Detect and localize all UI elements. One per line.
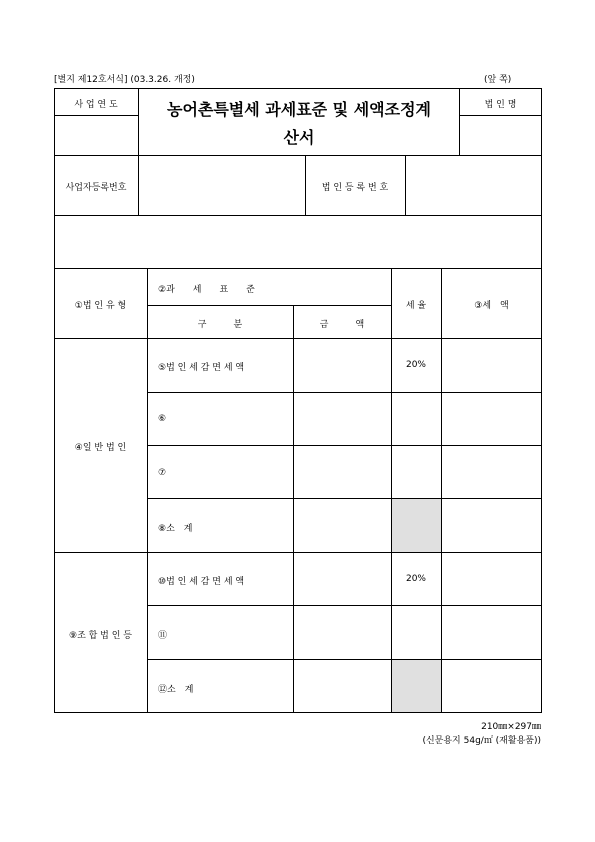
shaded-rate-cell bbox=[392, 660, 441, 712]
amount-field[interactable] bbox=[294, 553, 391, 605]
page-title-line2: 산서 bbox=[283, 128, 315, 147]
row-label: ⑦ bbox=[158, 468, 167, 478]
row-label: ⑫소 계 bbox=[158, 685, 194, 695]
tax-field[interactable] bbox=[442, 553, 541, 605]
business-year-field[interactable] bbox=[55, 116, 138, 155]
page-side-label: (앞 쪽) bbox=[484, 75, 512, 85]
divider bbox=[391, 268, 392, 713]
tax-field[interactable] bbox=[442, 446, 541, 498]
amount-field[interactable] bbox=[294, 339, 391, 392]
row-label: ⑤법 인 세 감 면 세 액 bbox=[158, 363, 245, 373]
col-category: 구 분 bbox=[197, 320, 243, 330]
biz-reg-field[interactable] bbox=[139, 156, 305, 215]
group-cooperative-corp: ⑨조 합 법 인 등 bbox=[69, 631, 132, 641]
col-amount: 금 액 bbox=[319, 320, 365, 330]
business-year-label: 사 업 연 도 bbox=[74, 100, 118, 110]
amount-field[interactable] bbox=[294, 660, 391, 712]
col-rate: 세 율 bbox=[405, 301, 427, 311]
paper-spec: (신문용지 54g/㎡ (재활용품)) bbox=[422, 736, 541, 746]
corp-name-field[interactable] bbox=[460, 116, 541, 155]
amount-field[interactable] bbox=[294, 606, 391, 659]
divider bbox=[54, 215, 542, 216]
paper-size: 210㎜×297㎜ bbox=[481, 722, 541, 732]
col-tax-base: ②과 세 표 준 bbox=[158, 285, 255, 295]
row-label: ⑪ bbox=[158, 631, 168, 641]
amount-field[interactable] bbox=[294, 499, 391, 552]
tax-field[interactable] bbox=[442, 393, 541, 445]
tax-field[interactable] bbox=[442, 606, 541, 659]
bottom-border bbox=[54, 712, 542, 713]
divider bbox=[147, 305, 392, 306]
corp-reg-label: 법 인 등 록 번 호 bbox=[321, 183, 389, 193]
page-title: 농어촌특별세 과세표준 및 세액조정계 bbox=[166, 100, 431, 119]
amount-field[interactable] bbox=[294, 446, 391, 498]
row-label: ⑩법 인 세 감 면 세 액 bbox=[158, 577, 245, 587]
form-number: [별지 제12호서식] (03.3.26. 개정) bbox=[54, 75, 195, 85]
rate-value: 20% bbox=[405, 360, 426, 370]
corp-reg-field[interactable] bbox=[406, 156, 541, 215]
col-corp-type: ①법 인 유 형 bbox=[74, 301, 127, 311]
divider bbox=[147, 268, 148, 713]
group-general-corp: ④일 반 법 인 bbox=[74, 443, 127, 453]
corp-name-label: 법 인 명 bbox=[484, 100, 517, 110]
biz-reg-label: 사업자등록번호 bbox=[65, 183, 127, 193]
tax-field[interactable] bbox=[442, 660, 541, 712]
col-tax: ③세 액 bbox=[474, 301, 509, 311]
row-label: ⑧소 계 bbox=[158, 524, 193, 534]
top-border bbox=[54, 88, 542, 89]
amount-field[interactable] bbox=[294, 393, 391, 445]
right-border bbox=[541, 88, 542, 713]
divider bbox=[54, 268, 542, 269]
row-label: ⑥ bbox=[158, 414, 167, 424]
shaded-rate-cell bbox=[392, 499, 441, 552]
tax-field[interactable] bbox=[442, 339, 541, 392]
rate-value: 20% bbox=[405, 574, 426, 584]
tax-field[interactable] bbox=[442, 499, 541, 552]
